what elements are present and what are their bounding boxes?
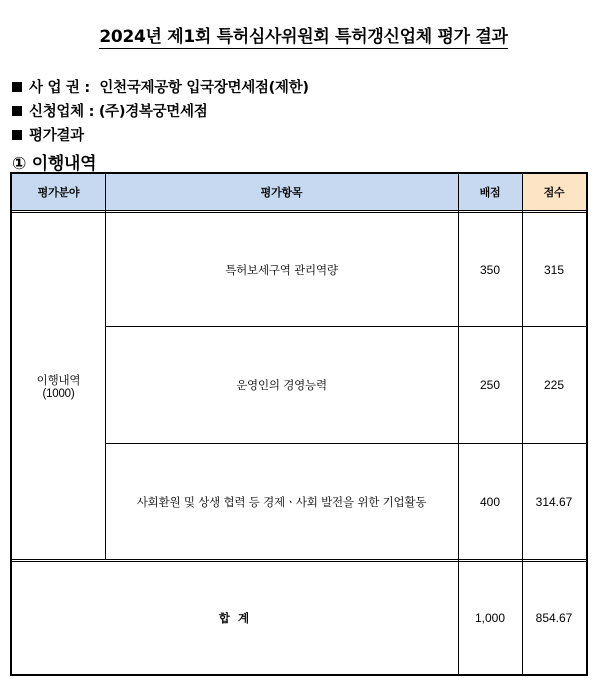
row-score: 315 (543, 262, 565, 277)
row-item: 운영인의 경영능력 (236, 378, 327, 392)
company-value: (주)경복궁면세점 (98, 104, 208, 120)
applicant-line (12, 76, 309, 97)
row-allotted: 250 (479, 378, 501, 392)
column-divider (105, 174, 106, 559)
row-allotted: 350 (479, 262, 501, 277)
category-name: 이행내역 (36, 373, 81, 387)
column-divider (458, 174, 459, 674)
section-title: ① 이행내역 (12, 154, 97, 174)
row-divider (105, 326, 586, 327)
header-allotted: 배점 (458, 174, 522, 210)
header-score: 점수 (522, 174, 586, 210)
square-bullet-icon (12, 106, 22, 116)
row-score: 225 (543, 378, 565, 392)
row-item: 사회환원 및 상생 협력 등 경제ㆍ사회 발전을 위한 기업활동 (136, 494, 427, 509)
row-divider (105, 443, 586, 444)
applicant-value: 인천국제공항 입국장면세점(제한) (99, 80, 309, 96)
company-label: 신청업체 : (29, 104, 95, 120)
category-cell (12, 213, 105, 559)
header-item: 평가항목 (105, 174, 458, 210)
header-category: 평가분야 (12, 174, 105, 210)
evaluation-table (10, 172, 588, 676)
row-score: 314.67 (535, 494, 573, 509)
column-divider (522, 174, 523, 674)
page-title-text: 2024년 제1회 특허심사위원회 특허갱신업체 평가 결과 (99, 27, 508, 47)
header-divider (12, 212, 586, 213)
total-label: 합 계 (218, 611, 252, 625)
header-divider (12, 210, 586, 211)
page-title (0, 22, 607, 47)
row-item: 특허보세구역 관리역량 (225, 262, 338, 277)
square-bullet-icon (12, 130, 22, 140)
category-points: (1000) (42, 388, 75, 400)
row-allotted: 400 (479, 494, 501, 509)
total-score: 854.67 (535, 611, 573, 625)
total-divider (12, 561, 586, 562)
square-bullet-icon (12, 82, 22, 92)
company-line (12, 100, 207, 121)
result-label: 평가결과 (29, 128, 84, 144)
result-line (12, 124, 84, 145)
applicant-label: 사 업 권 : (29, 80, 90, 96)
total-divider (12, 559, 586, 560)
total-allotted: 1,000 (474, 611, 506, 625)
